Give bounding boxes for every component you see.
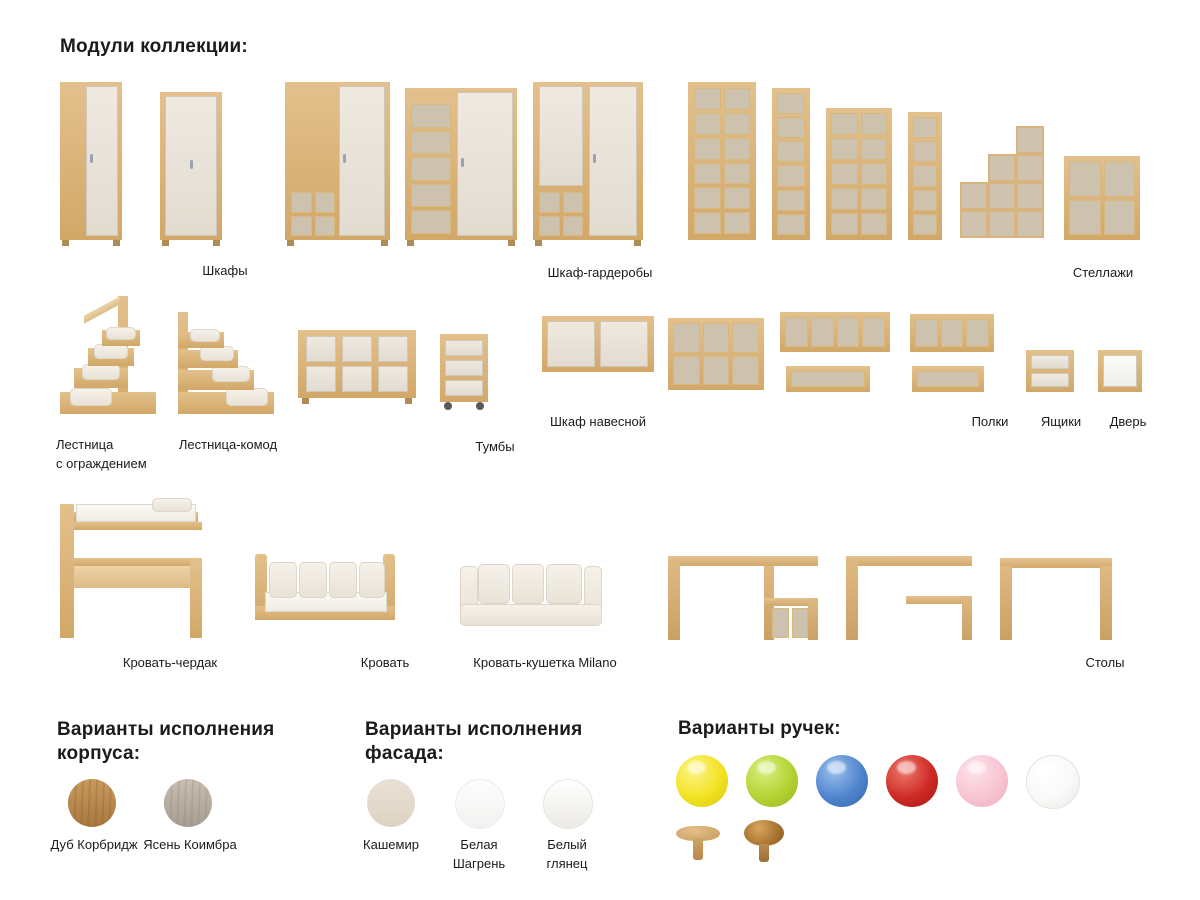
bed (255, 548, 395, 626)
label-stairs-chest: Лестница-комод (178, 437, 278, 452)
label-wardrobes: Шкафы (202, 263, 248, 278)
label-loft-bed: Кровать-чердак (122, 655, 218, 670)
sofa-bed-milano (460, 548, 600, 626)
facade-swatch-glyanec-label-1: Белый (547, 837, 587, 852)
body-options-title: Варианты исполнения корпуса: (57, 719, 275, 764)
shelving-4 (908, 112, 942, 240)
shelving-5 (1064, 156, 1140, 240)
label-bed: Кровать (360, 655, 410, 670)
facade-swatch-shagren-label-1: Белая (460, 837, 498, 852)
label-tables: Столы (1085, 655, 1125, 670)
facade-swatch-glyanec-label-2: глянец (546, 856, 588, 871)
wall-cabinet (542, 316, 654, 372)
table-1 (668, 552, 818, 640)
shelving-3 (826, 108, 892, 240)
facade-swatch-shagren-label-2: Шагрень (452, 856, 506, 871)
shelving-stair (958, 126, 1044, 240)
label-shelving: Стеллажи (1072, 265, 1134, 280)
facade-options-title: Варианты исполнения фасада: (365, 719, 583, 764)
body-swatch-ash[interactable] (164, 779, 212, 827)
door-unit (1098, 350, 1142, 392)
label-stairs-rail-line1: Лестница (56, 437, 114, 452)
label-door: Дверь (1109, 414, 1147, 429)
facade-swatch-shagren[interactable] (455, 779, 505, 829)
pedestal-1 (298, 330, 416, 398)
table-2 (846, 552, 972, 640)
body-swatch-oak[interactable] (68, 779, 116, 827)
shelf-block-3 (910, 314, 994, 352)
table-3 (1000, 558, 1112, 640)
handle-wood-flat[interactable] (676, 826, 720, 860)
shelf-block-2 (780, 312, 890, 352)
wardrobe-closet-3 (533, 82, 643, 240)
facade-swatch-kashemir-label: Кашемир (363, 837, 419, 852)
handle-red[interactable] (886, 755, 938, 807)
handle-pink[interactable] (956, 755, 1008, 807)
wardrobe-1 (60, 82, 122, 240)
label-sofa-bed: Кровать-кушетка Milano (473, 655, 617, 670)
handle-wood-round[interactable] (744, 820, 784, 862)
pedestal-2 (440, 334, 488, 402)
label-shelves: Полки (971, 414, 1009, 429)
handle-options-title: Варианты ручек: (678, 718, 841, 739)
shelving-2 (772, 88, 810, 240)
shelf-block-1 (668, 318, 764, 390)
shelving-1 (688, 82, 756, 240)
label-drawers: Ящики (1040, 414, 1082, 429)
wardrobe-closet-2 (405, 88, 517, 240)
shelf-plank-2 (912, 366, 984, 392)
facade-swatch-kashemir[interactable] (367, 779, 415, 827)
wardrobe-2 (160, 92, 222, 240)
body-swatch-ash-label: Ясень Коимбра (143, 837, 237, 852)
page-title: Модули коллекции: (60, 36, 248, 57)
handle-blue[interactable] (816, 755, 868, 807)
handle-yellow[interactable] (676, 755, 728, 807)
facade-swatch-glyanec[interactable] (543, 779, 593, 829)
label-pedestals: Тумбы (475, 439, 515, 454)
drawer-unit (1026, 350, 1074, 392)
stairs-with-rail (60, 296, 156, 414)
loft-bed (60, 498, 230, 638)
shelf-plank-1 (786, 366, 870, 392)
stairs-chest (178, 312, 274, 414)
label-stairs-rail-line2: с ограждением (56, 456, 147, 471)
wardrobe-closet-1 (285, 82, 390, 240)
label-wall-cabinet: Шкаф навесной (550, 414, 646, 429)
body-swatch-oak-label: Дуб Корбридж (50, 837, 138, 852)
handle-green[interactable] (746, 755, 798, 807)
handle-white[interactable] (1026, 755, 1080, 809)
label-wardrobe-closets: Шкаф-гардеробы (547, 265, 653, 280)
